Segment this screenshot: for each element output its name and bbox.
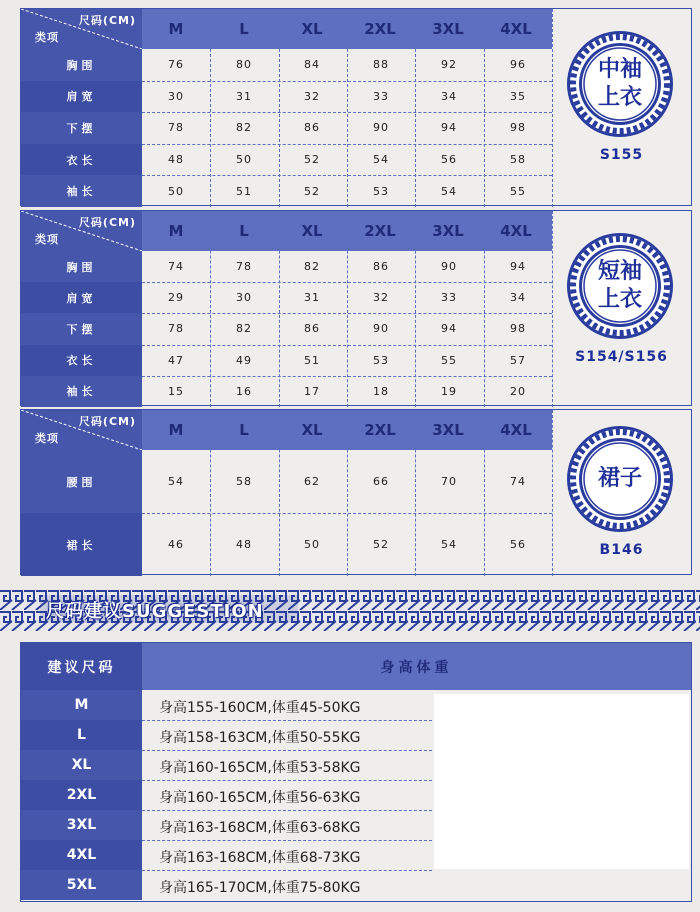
suggestion-header-desc: 身高体重: [142, 643, 691, 690]
value-cell: 35: [510, 89, 526, 103]
value-cell: 78: [168, 322, 184, 336]
corner-header: [21, 410, 142, 450]
size-header-2xl: 2XL: [364, 421, 396, 439]
value-cell: 52: [304, 153, 320, 167]
column-divider: [347, 9, 348, 207]
size-header-4xl: 4XL: [500, 222, 532, 240]
value-cell: 55: [441, 353, 457, 367]
size-header-row: [21, 211, 552, 251]
size-header-3xl: 3XL: [432, 222, 464, 240]
value-cell: 56: [510, 538, 526, 551]
value-cell: 66: [373, 475, 389, 488]
row-label: 胸围: [21, 251, 142, 282]
size-header-xl: XL: [301, 20, 323, 38]
size-table-mid-sleeve: [20, 8, 692, 206]
value-cell: 46: [168, 538, 184, 551]
seal-text-line2: 上衣: [597, 287, 642, 312]
column-divider: [347, 410, 348, 576]
value-cell: 52: [304, 184, 320, 198]
value-cell: 29: [168, 291, 184, 305]
suggestion-size-label: M: [21, 690, 142, 720]
value-cell: 74: [510, 475, 526, 488]
header-category: 类项: [35, 31, 59, 44]
porcelain-seal-icon: [565, 424, 675, 534]
value-cell: 74: [168, 260, 184, 274]
value-cell: 58: [510, 153, 526, 167]
row-label: 腰围: [21, 450, 142, 513]
row-label: 下摆: [21, 112, 142, 144]
seal-text-line2: 上衣: [597, 85, 642, 110]
suggestion-height-weight: 身高160-165CM,体重53-58KG: [159, 760, 361, 776]
value-cell: 52: [373, 538, 389, 551]
value-cell: 53: [373, 184, 389, 198]
value-cell: 54: [373, 153, 389, 167]
value-cell: 90: [373, 322, 389, 336]
suggestion-height-weight: 身高158-163CM,体重50-55KG: [159, 730, 361, 746]
row-label: 下摆: [21, 313, 142, 344]
suggestion-row-divider: [142, 840, 432, 841]
value-cell: 57: [510, 353, 526, 367]
value-cell: 18: [373, 384, 389, 398]
value-cell: 34: [441, 89, 457, 103]
header-category: 类项: [35, 432, 59, 445]
row-label: 肩宽: [21, 282, 142, 313]
value-cell: 19: [441, 384, 457, 398]
size-header-3xl: 3XL: [432, 20, 464, 38]
value-cell: 96: [510, 58, 526, 72]
value-cell: 84: [304, 58, 320, 72]
suggestion-height-weight: 身高155-160CM,体重45-50KG: [159, 700, 361, 716]
value-cell: 78: [168, 121, 184, 135]
value-cell: 30: [236, 291, 252, 305]
suggestion-header-size: 建议尺码: [21, 643, 142, 690]
suggestion-height-weight: 身高163-168CM,体重63-68KG: [159, 820, 361, 836]
value-cell: 49: [236, 353, 252, 367]
value-cell: 56: [441, 153, 457, 167]
value-cell: 34: [510, 291, 526, 305]
corner-header: [21, 9, 142, 49]
value-cell: 54: [441, 538, 457, 551]
size-header-4xl: 4XL: [500, 421, 532, 439]
column-divider: [347, 211, 348, 407]
product-code: B146: [599, 542, 644, 558]
value-cell: 70: [441, 475, 457, 488]
size-header-xl: XL: [301, 421, 323, 439]
suggestion-row-divider: [142, 750, 432, 751]
value-cell: 98: [510, 322, 526, 336]
size-header-m: M: [168, 222, 184, 240]
suggestion-row-divider: [142, 780, 432, 781]
column-divider: [210, 9, 211, 207]
seal-text-line1: 裙子: [597, 466, 642, 491]
value-cell: 90: [441, 260, 457, 274]
value-cell: 16: [236, 384, 252, 398]
product-code: S155: [599, 147, 644, 163]
column-divider: [415, 9, 416, 207]
size-header-3xl: 3XL: [432, 421, 464, 439]
value-cell: 32: [304, 89, 320, 103]
size-header-l: L: [239, 421, 249, 439]
value-cell: 53: [373, 353, 389, 367]
value-cell: 94: [441, 121, 457, 135]
value-cell: 31: [304, 291, 320, 305]
porcelain-seal-icon: [565, 29, 675, 139]
value-cell: 78: [236, 260, 252, 274]
value-cell: 86: [373, 260, 389, 274]
header-category: 类项: [35, 233, 59, 246]
value-cell: 86: [304, 322, 320, 336]
value-cell: 51: [304, 353, 320, 367]
value-cell: 54: [441, 184, 457, 198]
suggestion-row-divider: [142, 870, 432, 871]
size-table-short-sleeve: [20, 210, 692, 406]
value-cell: 48: [168, 153, 184, 167]
value-cell: 33: [441, 291, 457, 305]
size-grid: [21, 9, 552, 205]
size-header-l: L: [239, 222, 249, 240]
suggestion-row-divider: [142, 720, 432, 721]
column-divider: [415, 410, 416, 576]
column-divider: [484, 410, 485, 576]
value-cell: 94: [441, 322, 457, 336]
suggestion-size-label: 5XL: [21, 870, 142, 900]
value-cell: 54: [168, 475, 184, 488]
value-cell: 15: [168, 384, 184, 398]
value-cell: 50: [304, 538, 320, 551]
size-grid: [21, 211, 552, 405]
header-size-unit: 尺码(CM): [78, 216, 136, 229]
row-label: 袖长: [21, 376, 142, 407]
size-header-l: L: [239, 20, 249, 38]
product-badge: [552, 410, 691, 574]
row-label: 衣长: [21, 345, 142, 376]
column-divider: [484, 211, 485, 407]
value-cell: 80: [236, 58, 252, 72]
value-cell: 31: [236, 89, 252, 103]
suggestion-size-label: 4XL: [21, 840, 142, 870]
value-cell: 17: [304, 384, 320, 398]
value-cell: 33: [373, 89, 389, 103]
value-cell: 82: [236, 121, 252, 135]
value-cell: 48: [236, 538, 252, 551]
product-badge: [552, 9, 691, 205]
column-divider: [484, 9, 485, 207]
row-label: 肩宽: [21, 81, 142, 113]
size-header-m: M: [168, 421, 184, 439]
value-cell: 32: [373, 291, 389, 305]
size-header-xl: XL: [301, 222, 323, 240]
value-cell: 47: [168, 353, 184, 367]
suggestion-table: [20, 642, 692, 902]
header-size-unit: 尺码(CM): [78, 415, 136, 428]
value-cell: 90: [373, 121, 389, 135]
suggestion-row-divider: [142, 810, 432, 811]
value-cell: 62: [304, 475, 320, 488]
column-divider: [210, 211, 211, 407]
row-label: 裙长: [21, 513, 142, 576]
value-cell: 86: [304, 121, 320, 135]
size-header-2xl: 2XL: [364, 20, 396, 38]
size-header-2xl: 2XL: [364, 222, 396, 240]
suggestion-size-label: L: [21, 720, 142, 750]
product-code: S154/S156: [575, 349, 668, 365]
value-cell: 51: [236, 184, 252, 198]
suggestion-size-label: 3XL: [21, 810, 142, 840]
suggestion-banner-title: 尺码建议SUGGESTION: [46, 601, 264, 622]
value-cell: 30: [168, 89, 184, 103]
value-cell: 88: [373, 58, 389, 72]
column-divider: [279, 211, 280, 407]
size-header-4xl: 4XL: [500, 20, 532, 38]
value-cell: 98: [510, 121, 526, 135]
size-grid: [21, 410, 552, 574]
suggestion-height-weight: 身高165-170CM,体重75-80KG: [159, 880, 361, 896]
corner-header: [21, 211, 142, 251]
row-label: 衣长: [21, 144, 142, 176]
suggestion-size-label: 2XL: [21, 780, 142, 810]
size-header-m: M: [168, 20, 184, 38]
row-label: 胸围: [21, 49, 142, 81]
value-cell: 76: [168, 58, 184, 72]
seal-text-line1: 中袖: [597, 57, 642, 82]
product-badge: [552, 211, 691, 405]
seal-text-line1: 短袖: [597, 259, 642, 284]
column-divider: [210, 410, 211, 576]
value-cell: 50: [168, 184, 184, 198]
suggestion-height-weight: 身高160-165CM,体重56-63KG: [159, 790, 361, 806]
header-size-unit: 尺码(CM): [78, 14, 136, 27]
row-label: 袖长: [21, 175, 142, 207]
value-cell: 50: [236, 153, 252, 167]
suggestion-height-weight: 身高163-168CM,体重68-73KG: [159, 850, 361, 866]
value-cell: 20: [510, 384, 526, 398]
size-header-row: [21, 9, 552, 49]
column-divider: [279, 9, 280, 207]
suggestion-size-label: XL: [21, 750, 142, 780]
blank-panel: [434, 694, 689, 869]
size-header-row: [21, 410, 552, 450]
value-cell: 82: [236, 322, 252, 336]
value-cell: 55: [510, 184, 526, 198]
value-cell: 58: [236, 475, 252, 488]
value-cell: 94: [510, 260, 526, 274]
porcelain-seal-icon: [565, 231, 675, 341]
size-table-skirt: [20, 409, 692, 575]
value-cell: 82: [304, 260, 320, 274]
column-divider: [279, 410, 280, 576]
column-divider: [415, 211, 416, 407]
value-cell: 92: [441, 58, 457, 72]
